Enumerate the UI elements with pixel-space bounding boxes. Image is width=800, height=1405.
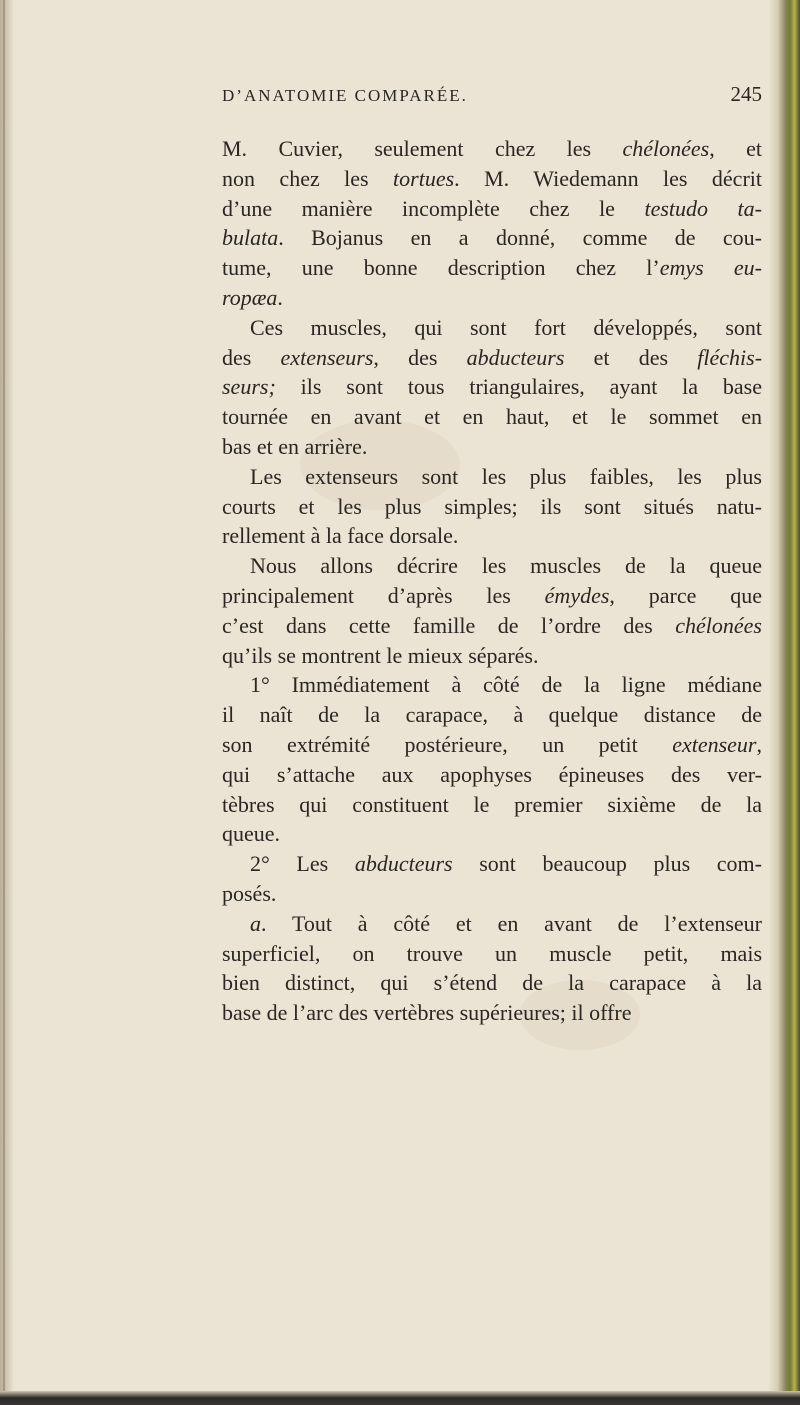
text-segment: . Tout à côté et en avant de l’extenseur bbox=[261, 910, 762, 936]
text-segment: , bbox=[756, 731, 762, 757]
left-page-crease bbox=[3, 0, 5, 1405]
right-binding-edge bbox=[778, 0, 800, 1405]
text-line bbox=[222, 343, 762, 373]
text-line bbox=[222, 521, 762, 551]
text-segment: Les extenseurs sont les plus faibles, les plus bbox=[250, 463, 762, 489]
text-segment: tume, une bonne description chez l’ bbox=[222, 255, 660, 281]
page-number: 245 bbox=[730, 82, 762, 106]
text-segment: queue. bbox=[222, 821, 281, 847]
text-segment: il naît de la carapace, à quelque distance de bbox=[222, 702, 762, 728]
text-line bbox=[222, 879, 762, 909]
text-line bbox=[222, 372, 762, 402]
text-line bbox=[222, 849, 762, 879]
text-line bbox=[222, 939, 762, 969]
text-segment: , parce que bbox=[609, 582, 762, 608]
text-segment: bien distinct, qui s’étend de la carapace à la bbox=[222, 970, 762, 996]
text-segment: d’une manière incomplète chez le bbox=[222, 195, 645, 221]
text-segment: c’est dans cette famille de l’ordre des bbox=[222, 612, 676, 638]
text-segment: . Bojanus en a donné, comme de cou- bbox=[278, 225, 762, 251]
text-line bbox=[222, 283, 762, 313]
text-segment: principalement d’après les bbox=[222, 582, 545, 608]
text-segment: qui s’attache aux apophyses épineuses des ver- bbox=[222, 761, 762, 787]
text-line bbox=[222, 313, 762, 343]
text-segment: posés. bbox=[222, 880, 277, 906]
text-line bbox=[222, 730, 762, 760]
text-segment: 2° Les bbox=[250, 851, 355, 877]
italic-term: abducteurs bbox=[466, 344, 565, 370]
text-line bbox=[222, 819, 762, 849]
text-segment: tournée en avant et en haut, et le sommet en bbox=[222, 404, 762, 430]
italic-term: ropæa bbox=[222, 284, 278, 310]
text-line bbox=[222, 432, 762, 462]
bottom-page-edge bbox=[0, 1391, 800, 1405]
text-line bbox=[222, 551, 762, 581]
text-segment: M. Cuvier, seulement chez les bbox=[222, 136, 623, 161]
running-head bbox=[222, 78, 762, 118]
text-line bbox=[222, 581, 762, 611]
italic-term: émydes bbox=[544, 582, 610, 608]
text-line bbox=[222, 760, 762, 790]
text-segment: courts et les plus simples; ils sont situés natu- bbox=[222, 493, 762, 519]
text-segment: . bbox=[277, 284, 283, 310]
italic-term: bulata bbox=[222, 225, 279, 251]
text-line bbox=[222, 223, 762, 253]
text-segment: son extrémité postérieure, un petit bbox=[222, 731, 673, 757]
text-line bbox=[222, 492, 762, 522]
italic-term: emys eu- bbox=[659, 255, 762, 281]
text-segment: 1° Immédiatement à côté de la ligne médiane bbox=[250, 672, 762, 698]
text-segment: des bbox=[222, 344, 281, 370]
text-segment: base de l’arc des vertèbres supérieures; il offre bbox=[222, 1000, 632, 1026]
right-page-shadow bbox=[768, 0, 778, 1405]
text-line bbox=[222, 909, 762, 939]
italic-term: a bbox=[250, 910, 261, 936]
text-segment: Nous allons décrire les muscles de la queue bbox=[250, 553, 762, 579]
text-segment: superficiel, on trouve un muscle petit, mais bbox=[222, 940, 762, 966]
italic-term: fléchis- bbox=[697, 344, 763, 370]
text-segment: et des bbox=[564, 344, 698, 370]
italic-term: chélonées bbox=[675, 612, 762, 638]
running-title: D’ANATOMIE COMPARÉE. bbox=[222, 86, 468, 105]
italic-term: extenseurs bbox=[280, 344, 374, 370]
italic-term: seurs; bbox=[222, 374, 276, 400]
text-segment: . M. Wiedemann les décrit bbox=[454, 165, 762, 191]
text-line bbox=[222, 194, 762, 224]
text-segment: ils sont tous triangulaires, ayant la base bbox=[275, 374, 762, 400]
text-segment: Ces muscles, qui sont fort développés, sont bbox=[250, 314, 762, 340]
text-line bbox=[222, 790, 762, 820]
page-body-text bbox=[222, 134, 762, 1028]
text-segment: non chez les bbox=[222, 165, 394, 191]
text-segment: , et bbox=[709, 136, 762, 161]
text-segment: sont beaucoup plus com- bbox=[452, 851, 762, 877]
italic-term: extenseur bbox=[672, 731, 757, 757]
text-segment: , des bbox=[373, 344, 467, 370]
text-segment: bas et en arrière. bbox=[222, 433, 368, 459]
italic-term: abducteurs bbox=[354, 851, 453, 877]
text-line bbox=[222, 402, 762, 432]
text-line bbox=[222, 998, 762, 1028]
text-line bbox=[222, 253, 762, 283]
text-line bbox=[222, 641, 762, 671]
italic-term: chélonées bbox=[622, 136, 710, 161]
text-line bbox=[222, 700, 762, 730]
book-page bbox=[222, 78, 763, 1026]
text-segment: tèbres qui constituent le premier sixième de la bbox=[222, 791, 762, 817]
text-line bbox=[222, 462, 762, 492]
text-segment: rellement à la face dorsale. bbox=[222, 523, 459, 549]
text-line bbox=[222, 134, 762, 164]
text-line bbox=[222, 611, 762, 641]
text-line bbox=[222, 164, 762, 194]
italic-term: tortues bbox=[393, 165, 455, 191]
text-segment: qu’ils se montrent le mieux séparés. bbox=[222, 642, 539, 668]
text-line bbox=[222, 670, 762, 700]
italic-term: testudo ta- bbox=[644, 195, 762, 221]
text-line bbox=[222, 968, 762, 998]
